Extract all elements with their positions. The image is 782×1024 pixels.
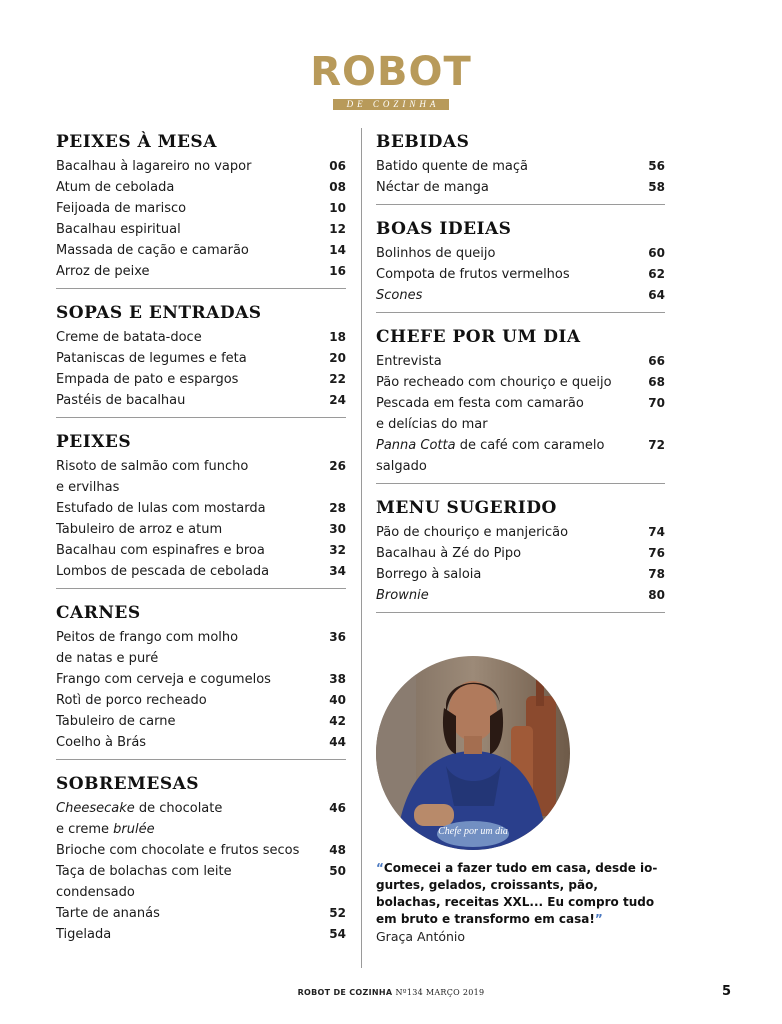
- entry-title: [376, 543, 626, 564]
- toc-entry[interactable]: [376, 393, 665, 435]
- entry-title: [56, 798, 306, 840]
- entry-title: [376, 351, 626, 372]
- entry-title-italic: Scones: [376, 288, 423, 303]
- toc-section: [56, 301, 346, 418]
- entry-page-number: 30: [329, 522, 346, 536]
- toc-entry[interactable]: [376, 351, 665, 372]
- toc-entry[interactable]: [56, 690, 346, 711]
- entry-title-text: Pastéis de bacalhau: [56, 393, 186, 408]
- entry-title: [376, 435, 626, 477]
- entry-title-text: Tigelada: [56, 927, 112, 942]
- entry-title-text: Bacalhau com espinafres e broa: [56, 543, 265, 558]
- entry-title-italic: Brownie: [376, 588, 429, 603]
- entry-page-number: 38: [329, 672, 346, 686]
- entry-title-text: Arroz de peixe: [56, 264, 150, 279]
- toc-entry[interactable]: [376, 156, 665, 177]
- entry-page-number: 68: [648, 375, 665, 389]
- logo-subtitle: DE COZINHA: [333, 99, 450, 110]
- entry-page-number: 64: [648, 288, 665, 302]
- entry-title: [56, 840, 306, 861]
- toc-entry[interactable]: [56, 840, 346, 861]
- quote-close-mark: ”: [594, 912, 603, 926]
- section-title: BOAS IDEIAS: [376, 219, 512, 239]
- quote-author: Graça António: [376, 929, 466, 944]
- entry-title: [376, 522, 626, 543]
- toc-entry[interactable]: [56, 261, 346, 282]
- footer-magazine: ROBOT DE COZINHA: [297, 988, 393, 997]
- toc-entry[interactable]: [376, 543, 665, 564]
- entry-page-number: 24: [329, 393, 346, 407]
- toc-entry[interactable]: [56, 198, 346, 219]
- toc-entry[interactable]: [376, 264, 665, 285]
- entry-page-number: 14: [329, 243, 346, 257]
- toc-entry[interactable]: [56, 561, 346, 582]
- left-column: [56, 130, 346, 963]
- toc-entry[interactable]: [56, 156, 346, 177]
- entry-title-text: Bacalhau à Zé do Pipo: [376, 546, 522, 561]
- toc-entry[interactable]: [56, 327, 346, 348]
- entry-title-text: Bacalhau espiritual: [56, 222, 181, 237]
- entry-title-text: Rotì de porco recheado: [56, 693, 207, 708]
- chefe-por-um-dia-badge: Chefe por um dia: [438, 826, 508, 837]
- section-title: SOBREMESAS: [56, 774, 200, 794]
- entry-page-number: 66: [648, 354, 665, 368]
- entry-title-line2: de natas e puré: [56, 651, 159, 666]
- entry-title-text: Tabuleiro de arroz e atum: [56, 522, 223, 537]
- entry-title-text: Bolinhos de queijo: [376, 246, 496, 261]
- entry-title-line2-text: e creme: [56, 822, 114, 837]
- entry-page-number: 48: [329, 843, 346, 857]
- entry-page-number: 70: [648, 396, 665, 410]
- toc-entry[interactable]: [376, 177, 665, 198]
- quote-text: Comecei a fazer tudo em casa, desde io-gurtes, gelados, croissants, pão, bolachas, receitas XXL... Eu compro tudo em bruto e transformo em casa!: [376, 861, 658, 926]
- entry-page-number: 18: [329, 330, 346, 344]
- entry-page-number: 60: [648, 246, 665, 260]
- entry-title: [376, 264, 626, 285]
- section-title: CHEFE POR UM DIA: [376, 327, 581, 347]
- entry-title-text: de chocolate: [134, 801, 223, 816]
- entry-title-line2-italic: brulée: [113, 822, 155, 837]
- entry-title-text: Empada de pato e espargos: [56, 372, 239, 387]
- entry-title-text: Bacalhau à lagareiro no vapor: [56, 159, 252, 174]
- entry-title: [56, 690, 306, 711]
- entry-title: [56, 369, 306, 390]
- toc-entry[interactable]: [56, 219, 346, 240]
- toc-entry[interactable]: [376, 285, 665, 306]
- entry-title: [56, 540, 306, 561]
- entry-title-text: Pataniscas de legumes e feta: [56, 351, 247, 366]
- entry-page-number: 40: [329, 693, 346, 707]
- entry-title-text: Pão de chouriço e manjericão: [376, 525, 569, 540]
- entry-page-number: 58: [648, 180, 665, 194]
- entry-title: [376, 564, 626, 585]
- entry-page-number: 08: [329, 180, 346, 194]
- entry-title: [56, 903, 306, 924]
- chef-quote: [376, 860, 666, 945]
- entry-title-line2: condensado: [56, 885, 135, 900]
- entry-title-text: Borrego à saloia: [376, 567, 482, 582]
- toc-section: [56, 772, 346, 951]
- toc-entry[interactable]: [56, 924, 346, 945]
- entry-title-italic: Cheesecake: [56, 801, 135, 816]
- entry-title-text: Estufado de lulas com mostarda: [56, 501, 266, 516]
- entry-title: [376, 156, 626, 177]
- toc-entry[interactable]: [56, 369, 346, 390]
- entry-title: [56, 669, 306, 690]
- page-number: 5: [722, 984, 732, 999]
- entry-title-text: Pescada em festa com camarão: [376, 396, 584, 411]
- toc-entry[interactable]: [56, 519, 346, 540]
- magazine-logo: [0, 49, 782, 111]
- entry-title: [56, 240, 306, 261]
- entry-page-number: 34: [329, 564, 346, 578]
- entry-page-number: 76: [648, 546, 665, 560]
- entry-title: [56, 627, 306, 669]
- footer-issue: Nº134 MARÇO 2019: [395, 988, 485, 997]
- entry-title-text: Feijoada de marisco: [56, 201, 187, 216]
- toc-entry[interactable]: [56, 498, 346, 519]
- entry-title: [56, 390, 306, 411]
- entry-title-text: Atum de cebolada: [56, 180, 175, 195]
- toc-section: [376, 217, 665, 313]
- entry-title: [376, 285, 626, 306]
- toc-entry[interactable]: [56, 798, 346, 840]
- entry-title: [56, 348, 306, 369]
- chef-portrait-image: [376, 656, 570, 850]
- toc-section: [376, 325, 665, 484]
- entry-title-text: Batido quente de maçã: [376, 159, 529, 174]
- entry-page-number: 26: [329, 459, 346, 473]
- entry-page-number: 50: [329, 864, 346, 878]
- entry-title-text: Pão recheado com chouriço e queijo: [376, 375, 612, 390]
- entry-title-text: Risoto de salmão com funcho: [56, 459, 249, 474]
- entry-title-text: Compota de frutos vermelhos: [376, 267, 570, 282]
- section-title: MENU SUGERIDO: [376, 498, 557, 518]
- entry-page-number: 52: [329, 906, 346, 920]
- toc-entry[interactable]: [376, 435, 665, 477]
- entry-title: [376, 393, 626, 435]
- entry-title: [56, 156, 306, 177]
- chef-photo: [376, 656, 570, 850]
- entry-title: [56, 732, 306, 753]
- entry-title: [56, 519, 306, 540]
- toc-entry[interactable]: [56, 390, 346, 411]
- entry-page-number: 80: [648, 588, 665, 602]
- toc-section: [56, 130, 346, 289]
- entry-page-number: 36: [329, 630, 346, 644]
- entry-title-italic: Panna Cotta: [376, 438, 456, 453]
- entry-title-text: Massada de cação e camarão: [56, 243, 249, 258]
- toc-entry[interactable]: [56, 240, 346, 261]
- page-footer: [0, 988, 782, 997]
- entry-title-text: Peitos de frango com molho: [56, 630, 239, 645]
- toc-entry[interactable]: [376, 564, 665, 585]
- entry-title: [56, 198, 306, 219]
- toc-entry[interactable]: [56, 732, 346, 753]
- entry-page-number: 06: [329, 159, 346, 173]
- entry-page-number: 44: [329, 735, 346, 749]
- entry-title: [56, 327, 306, 348]
- entry-title: [56, 924, 306, 945]
- toc-section: [56, 601, 346, 760]
- entry-page-number: 28: [329, 501, 346, 515]
- entry-title: [56, 177, 306, 198]
- section-title: SOPAS E ENTRADAS: [56, 303, 262, 323]
- entry-page-number: 22: [329, 372, 346, 386]
- toc-entry[interactable]: [56, 861, 346, 903]
- entry-title-text: Néctar de manga: [376, 180, 489, 195]
- entry-title-line2: [56, 819, 306, 840]
- entry-title: [56, 498, 306, 519]
- entry-page-number: 16: [329, 264, 346, 278]
- entry-page-number: 78: [648, 567, 665, 581]
- quote-open-mark: “: [376, 861, 384, 875]
- entry-page-number: 46: [329, 801, 346, 815]
- entry-page-number: 56: [648, 159, 665, 173]
- toc-entry[interactable]: [56, 348, 346, 369]
- entry-title: [376, 585, 626, 606]
- toc-entry[interactable]: [376, 243, 665, 264]
- toc-entry[interactable]: [376, 585, 665, 606]
- entry-title: [376, 177, 626, 198]
- entry-page-number: 20: [329, 351, 346, 365]
- toc-section: [376, 496, 665, 613]
- section-title: PEIXES À MESA: [56, 132, 217, 152]
- toc-entry[interactable]: [56, 903, 346, 924]
- column-divider: [361, 128, 362, 968]
- entry-title-line2: e ervilhas: [56, 480, 120, 495]
- toc-section: [56, 430, 346, 589]
- entry-title: [376, 372, 626, 393]
- entry-title-text: Tarte de ananás: [56, 906, 160, 921]
- toc-entry[interactable]: [56, 711, 346, 732]
- entry-title: [56, 861, 306, 903]
- entry-title: [56, 219, 306, 240]
- toc-entry[interactable]: [56, 456, 346, 498]
- entry-title-text: Entrevista: [376, 354, 442, 369]
- toc-section: [376, 130, 665, 205]
- toc-entry[interactable]: [376, 372, 665, 393]
- right-column: [376, 130, 665, 625]
- toc-entry[interactable]: [376, 522, 665, 543]
- toc-entry[interactable]: [56, 540, 346, 561]
- entry-title-line2: e delícias do mar: [376, 417, 488, 432]
- entry-page-number: 74: [648, 525, 665, 539]
- logo-title: ROBOT: [310, 49, 472, 95]
- entry-title: [56, 711, 306, 732]
- entry-title-line2: salgado: [376, 459, 427, 474]
- entry-title-text: Taça de bolachas com leite: [56, 864, 232, 879]
- entry-page-number: 54: [329, 927, 346, 941]
- toc-entry[interactable]: [56, 669, 346, 690]
- entry-title-text: Frango com cerveja e cogumelos: [56, 672, 271, 687]
- entry-title-text: Creme de batata-doce: [56, 330, 202, 345]
- entry-title-text: Lombos de pescada de cebolada: [56, 564, 270, 579]
- section-title: BEBIDAS: [376, 132, 470, 152]
- entry-title: [56, 261, 306, 282]
- entry-page-number: 62: [648, 267, 665, 281]
- entry-title-text: Tabuleiro de carne: [56, 714, 176, 729]
- entry-page-number: 72: [648, 438, 665, 452]
- toc-entry[interactable]: [56, 627, 346, 669]
- entry-page-number: 10: [329, 201, 346, 215]
- entry-title-text: de café com caramelo: [455, 438, 605, 453]
- entry-title-text: Brioche com chocolate e frutos secos: [56, 843, 300, 858]
- entry-title: [56, 561, 306, 582]
- entry-title-text: Coelho à Brás: [56, 735, 147, 750]
- entry-page-number: 32: [329, 543, 346, 557]
- entry-page-number: 42: [329, 714, 346, 728]
- section-title: CARNES: [56, 603, 141, 623]
- entry-title: [376, 243, 626, 264]
- entry-title: [56, 456, 306, 498]
- entry-page-number: 12: [329, 222, 346, 236]
- section-title: PEIXES: [56, 432, 132, 452]
- toc-entry[interactable]: [56, 177, 346, 198]
